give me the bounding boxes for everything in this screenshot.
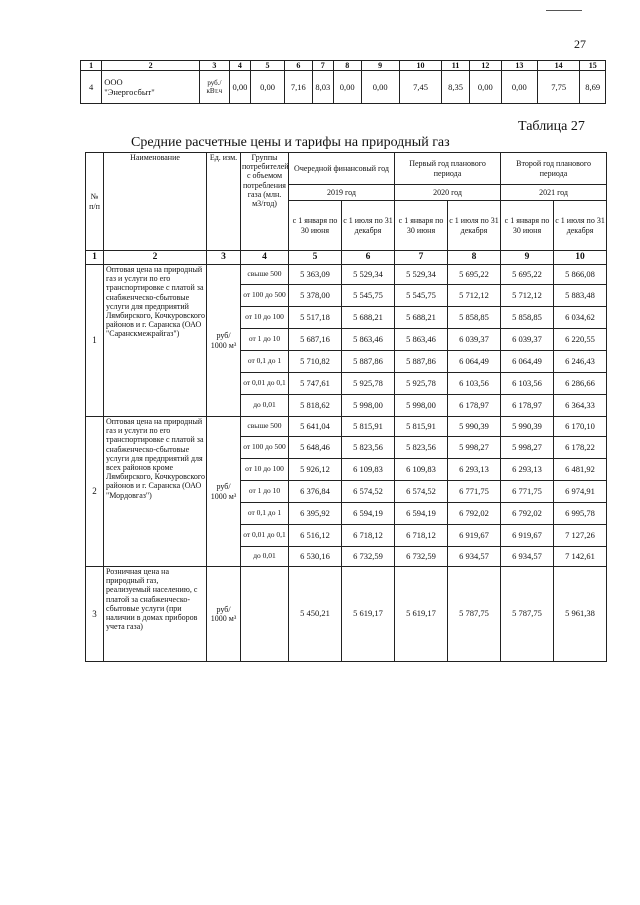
price-value: 6 732,59	[342, 547, 395, 567]
col-num: 4	[229, 61, 250, 71]
price-value: 5 641,04	[289, 417, 342, 437]
price-value: 5 529,34	[395, 265, 448, 285]
price-value: 6 792,02	[501, 503, 554, 525]
value-cell: 0,00	[229, 71, 250, 104]
price-value: 7 142,61	[554, 547, 607, 567]
consumer-group: от 100 до 500	[241, 437, 289, 459]
column-number-row	[86, 251, 607, 265]
header-2021: 2021 год	[501, 185, 607, 201]
consumer-group: от 0,01 до 0,1	[241, 525, 289, 547]
price-value: 5 619,17	[342, 567, 395, 662]
col-num: 8	[448, 251, 501, 265]
col-num: 3	[200, 61, 230, 71]
table-row	[86, 417, 607, 437]
col-num: 11	[442, 61, 470, 71]
price-value: 5 787,75	[448, 567, 501, 662]
price-value: 5 818,62	[289, 395, 342, 417]
consumer-group: от 10 до 100	[241, 459, 289, 481]
price-value: 5 712,12	[448, 285, 501, 307]
header-unit: Ед. изм.	[207, 153, 241, 251]
page-number: 27	[574, 37, 586, 51]
price-value: 5 815,91	[395, 417, 448, 437]
price-value: 5 823,56	[395, 437, 448, 459]
price-value: 5 815,91	[342, 417, 395, 437]
price-value: 5 378,00	[289, 285, 342, 307]
header-year-3: Второй год планового периода	[501, 153, 607, 185]
price-value: 5 823,56	[342, 437, 395, 459]
price-value: 5 998,00	[395, 395, 448, 417]
price-value: 6 771,75	[448, 481, 501, 503]
col-num: 10	[399, 61, 442, 71]
price-value: 5 648,46	[289, 437, 342, 459]
price-value: 6 034,62	[554, 307, 607, 329]
col-num: 13	[501, 61, 537, 71]
unit-cell: руб/ 1000 м³	[207, 567, 241, 662]
price-value: 6 178,22	[554, 437, 607, 459]
value-cell: 8,69	[580, 71, 606, 104]
col-num: 5	[251, 61, 285, 71]
value-cell: 0,00	[501, 71, 537, 104]
price-value: 5 863,46	[395, 329, 448, 351]
value-cell: 8,03	[312, 71, 333, 104]
price-value: 5 619,17	[395, 567, 448, 662]
header-period: с 1 января по 30 июня	[289, 201, 342, 251]
price-value: 6 919,67	[448, 525, 501, 547]
price-value: 6 109,83	[395, 459, 448, 481]
col-num: 14	[537, 61, 580, 71]
col-num: 4	[241, 251, 289, 265]
price-value: 5 695,22	[501, 265, 554, 285]
row-number: 3	[86, 567, 104, 662]
price-value: 5 883,48	[554, 285, 607, 307]
gas-prices-table	[85, 152, 607, 662]
price-description: Розничная цена на природный газ, реализуемый населению, с платой за снабженческо-сбытовые услуги (при наличии в домах приборов учета газа)	[104, 567, 207, 662]
price-value: 5 998,00	[342, 395, 395, 417]
value-cell: 7,16	[285, 71, 313, 104]
price-value: 6 364,33	[554, 395, 607, 417]
price-value: 6 771,75	[501, 481, 554, 503]
value-cell: 8,35	[442, 71, 470, 104]
price-value: 6 792,02	[448, 503, 501, 525]
header-year-1: Очередной финансовый год	[289, 153, 395, 185]
price-value: 6 974,91	[554, 481, 607, 503]
price-value: 6 286,66	[554, 373, 607, 395]
consumer-group: свыше 500	[241, 417, 289, 437]
consumer-group: от 100 до 500	[241, 285, 289, 307]
header-period: с 1 июля по 31 декабря	[554, 201, 607, 251]
price-value: 5 858,85	[501, 307, 554, 329]
price-value: 5 517,18	[289, 307, 342, 329]
unit-cell: руб/ 1000 м³	[207, 417, 241, 567]
header-year-2: Первый год планового периода	[395, 153, 501, 185]
price-value: 5 858,85	[448, 307, 501, 329]
price-value: 6 103,56	[448, 373, 501, 395]
col-num: 15	[580, 61, 606, 71]
price-value: 5 688,21	[342, 307, 395, 329]
table-row	[81, 71, 606, 104]
consumer-group: свыше 500	[241, 265, 289, 285]
header-period: с 1 июля по 31 декабря	[448, 201, 501, 251]
price-value: 6 530,16	[289, 547, 342, 567]
continuation-table	[80, 60, 606, 104]
price-value: 5 450,21	[289, 567, 342, 662]
price-value: 6 246,43	[554, 351, 607, 373]
price-value: 5 961,38	[554, 567, 607, 662]
col-num: 12	[469, 61, 501, 71]
price-value: 6 103,56	[501, 373, 554, 395]
table-body	[86, 265, 607, 662]
table-label: Таблица 27	[518, 119, 585, 134]
price-value: 6 934,57	[448, 547, 501, 567]
price-description: Оптовая цена на природный газ и услуги по его транспортировке с платой за снабженческо-сбытовые услуги для предприятий Лямбирского, Кочкуровского районов и г. Саранска (ОАО "Саранскмежрайгаз")	[104, 265, 207, 417]
price-value: 5 787,75	[501, 567, 554, 662]
header-period: с 1 января по 30 июня	[395, 201, 448, 251]
col-num: 10	[554, 251, 607, 265]
price-value: 5 990,39	[448, 417, 501, 437]
header-2020: 2020 год	[395, 185, 501, 201]
price-value: 6 039,37	[501, 329, 554, 351]
price-value: 6 718,12	[342, 525, 395, 547]
price-value: 5 363,09	[289, 265, 342, 285]
table-row	[86, 265, 607, 285]
col-num: 2	[102, 61, 200, 71]
price-value: 6 516,12	[289, 525, 342, 547]
unit-cell: руб/ 1000 м³	[207, 265, 241, 417]
price-value: 5 687,16	[289, 329, 342, 351]
col-num: 1	[81, 61, 102, 71]
consumer-group: до 0,01	[241, 547, 289, 567]
col-num: 6	[285, 61, 313, 71]
org-name-line: ООО	[104, 77, 123, 87]
price-value: 6 064,49	[448, 351, 501, 373]
consumer-group: от 0,01 до 0,1	[241, 373, 289, 395]
row-number: 1	[86, 265, 104, 417]
price-value: 6 919,67	[501, 525, 554, 547]
price-value: 6 064,49	[501, 351, 554, 373]
price-value: 6 718,12	[395, 525, 448, 547]
value-cell: 0,00	[469, 71, 501, 104]
table-row	[86, 567, 607, 662]
col-num: 6	[342, 251, 395, 265]
price-value: 5 712,12	[501, 285, 554, 307]
price-value: 6 170,10	[554, 417, 607, 437]
header-period: с 1 июля по 31 декабря	[342, 201, 395, 251]
value-cell: 0,00	[361, 71, 399, 104]
consumer-group: от 1 до 10	[241, 329, 289, 351]
price-value: 5 866,08	[554, 265, 607, 285]
col-num: 1	[86, 251, 104, 265]
price-value: 6 376,84	[289, 481, 342, 503]
price-value: 5 926,12	[289, 459, 342, 481]
price-value: 5 887,86	[342, 351, 395, 373]
col-num: 9	[361, 61, 399, 71]
price-value: 6 574,52	[342, 481, 395, 503]
price-value: 5 710,82	[289, 351, 342, 373]
price-value: 6 594,19	[342, 503, 395, 525]
price-description: Оптовая цена на природный газ и услуги по его транспортировке с платой за снабженческо-сбытовые услуги для предприятий для всех районов кроме Лямбирского, Кочкуровского районов и г. Саранска (ОАО "Мордовгаз")	[104, 417, 207, 567]
col-num: 7	[395, 251, 448, 265]
consumer-group	[241, 567, 289, 662]
header-2019: 2019 год	[289, 185, 395, 201]
consumer-group: до 0,01	[241, 395, 289, 417]
header-name: Наименование	[104, 153, 207, 251]
price-value: 5 863,46	[342, 329, 395, 351]
price-value: 5 998,27	[448, 437, 501, 459]
price-value: 7 127,26	[554, 525, 607, 547]
price-value: 5 990,39	[501, 417, 554, 437]
price-value: 6 178,97	[501, 395, 554, 417]
price-value: 6 293,13	[448, 459, 501, 481]
price-value: 5 887,86	[395, 351, 448, 373]
col-num: 5	[289, 251, 342, 265]
consumer-group: от 10 до 100	[241, 307, 289, 329]
price-value: 5 998,27	[501, 437, 554, 459]
price-value: 5 545,75	[395, 285, 448, 307]
row-number: 2	[86, 417, 104, 567]
price-value: 6 995,78	[554, 503, 607, 525]
header-groups: Группы потребителей с объемом потребления газа (млн. м3/год)	[241, 153, 289, 251]
col-num: 7	[312, 61, 333, 71]
price-value: 6 574,52	[395, 481, 448, 503]
price-value: 6 481,92	[554, 459, 607, 481]
row-number: 4	[81, 71, 102, 104]
col-num: 9	[501, 251, 554, 265]
price-value: 6 934,57	[501, 547, 554, 567]
continuation-header-row	[81, 61, 606, 71]
price-value: 5 529,34	[342, 265, 395, 285]
org-name-line: "Энергосбыт"	[104, 87, 155, 97]
price-value: 6 220,55	[554, 329, 607, 351]
price-value: 5 925,78	[395, 373, 448, 395]
price-value: 5 695,22	[448, 265, 501, 285]
header-period: с 1 января по 30 июня	[501, 201, 554, 251]
value-cell: 7,75	[537, 71, 580, 104]
price-value: 5 545,75	[342, 285, 395, 307]
unit-cell: руб./ кВт.ч	[200, 71, 230, 104]
consumer-group: от 0,1 до 1	[241, 351, 289, 373]
consumer-group: от 0,1 до 1	[241, 503, 289, 525]
price-value: 6 732,59	[395, 547, 448, 567]
header-no: № п/п	[86, 153, 104, 251]
price-value: 6 293,13	[501, 459, 554, 481]
col-num: 8	[333, 61, 361, 71]
table-title: Средние расчетные цены и тарифы на природный газ	[131, 135, 450, 150]
consumer-group: от 1 до 10	[241, 481, 289, 503]
value-cell: 0,00	[251, 71, 285, 104]
value-cell: 7,45	[399, 71, 442, 104]
price-value: 6 039,37	[448, 329, 501, 351]
col-num: 3	[207, 251, 241, 265]
price-value: 6 178,97	[448, 395, 501, 417]
price-value: 5 925,78	[342, 373, 395, 395]
price-value: 6 395,92	[289, 503, 342, 525]
col-num: 2	[104, 251, 207, 265]
top-rule-mark	[546, 10, 582, 11]
value-cell: 0,00	[333, 71, 361, 104]
price-value: 5 747,61	[289, 373, 342, 395]
price-value: 6 109,83	[342, 459, 395, 481]
price-value: 5 688,21	[395, 307, 448, 329]
price-value: 6 594,19	[395, 503, 448, 525]
org-name	[102, 71, 200, 104]
header-row	[86, 153, 607, 185]
